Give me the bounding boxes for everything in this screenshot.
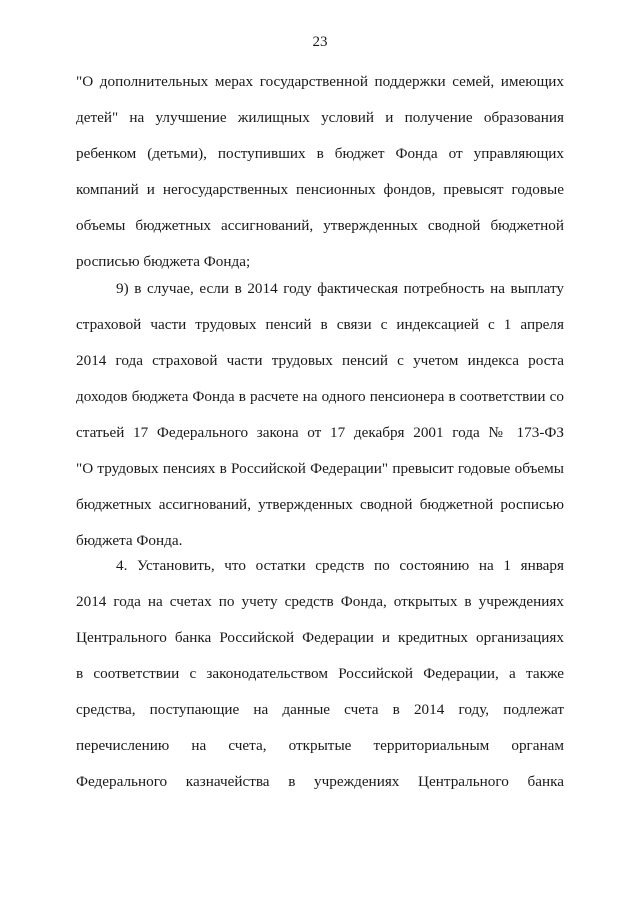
paragraph-item-9 (76, 271, 564, 559)
text-line: доходов бюджета Фонда в расчете на одного пенсионера в соответствии со (76, 388, 564, 405)
text-line: компаний и негосударственных пенсионных фондов, превысят годовые (76, 181, 564, 198)
paragraph-item-4 (76, 548, 564, 800)
text-line: статьей 17 Федерального закона от 17 декабря 2001 года № 173-ФЗ (76, 424, 564, 441)
text-line: 4. Установить, что остатки средств по состоянию на 1 января (116, 557, 564, 574)
text-line: 2014 года страховой части трудовых пенсий с учетом индекса роста (76, 352, 564, 369)
text-line: росписью бюджета Фонда; (76, 253, 251, 270)
text-line: Федерального казначейства в учреждениях Центрального банка (76, 773, 564, 790)
text-line: бюджета Фонда. (76, 532, 183, 549)
text-line: бюджетных ассигнований, утвержденных сводной бюджетной росписью (76, 496, 564, 513)
paragraph-continuation (76, 64, 564, 280)
text-line: 2014 года на счетах по учету средств Фонда, открытых в учреждениях (76, 593, 564, 610)
text-line: 9) в случае, если в 2014 году фактическая потребность на выплату (116, 280, 564, 297)
text-line: страховой части трудовых пенсий в связи с индексацией с 1 апреля (76, 316, 564, 333)
text-line: "О трудовых пенсиях в Российской Федерации" превысит годовые объемы (76, 460, 564, 477)
text-line: объемы бюджетных ассигнований, утвержденных сводной бюджетной (76, 217, 564, 234)
page-number: 23 (312, 34, 328, 50)
text-line: перечислению на счета, открытые территориальным органам (76, 737, 564, 754)
text-line: детей" на улучшение жилищных условий и получение образования (76, 109, 564, 126)
text-line: Центрального банка Российской Федерации и кредитных организациях (76, 629, 564, 646)
text-line: "О дополнительных мерах государственной поддержки семей, имеющих (76, 73, 564, 90)
text-line: средства, поступающие на данные счета в 2014 году, подлежат (76, 701, 564, 718)
text-line: в соответствии с законодательством Российской Федерации, а также (76, 665, 564, 682)
text-line: ребенком (детьми), поступивших в бюджет Фонда от управляющих (76, 145, 564, 162)
